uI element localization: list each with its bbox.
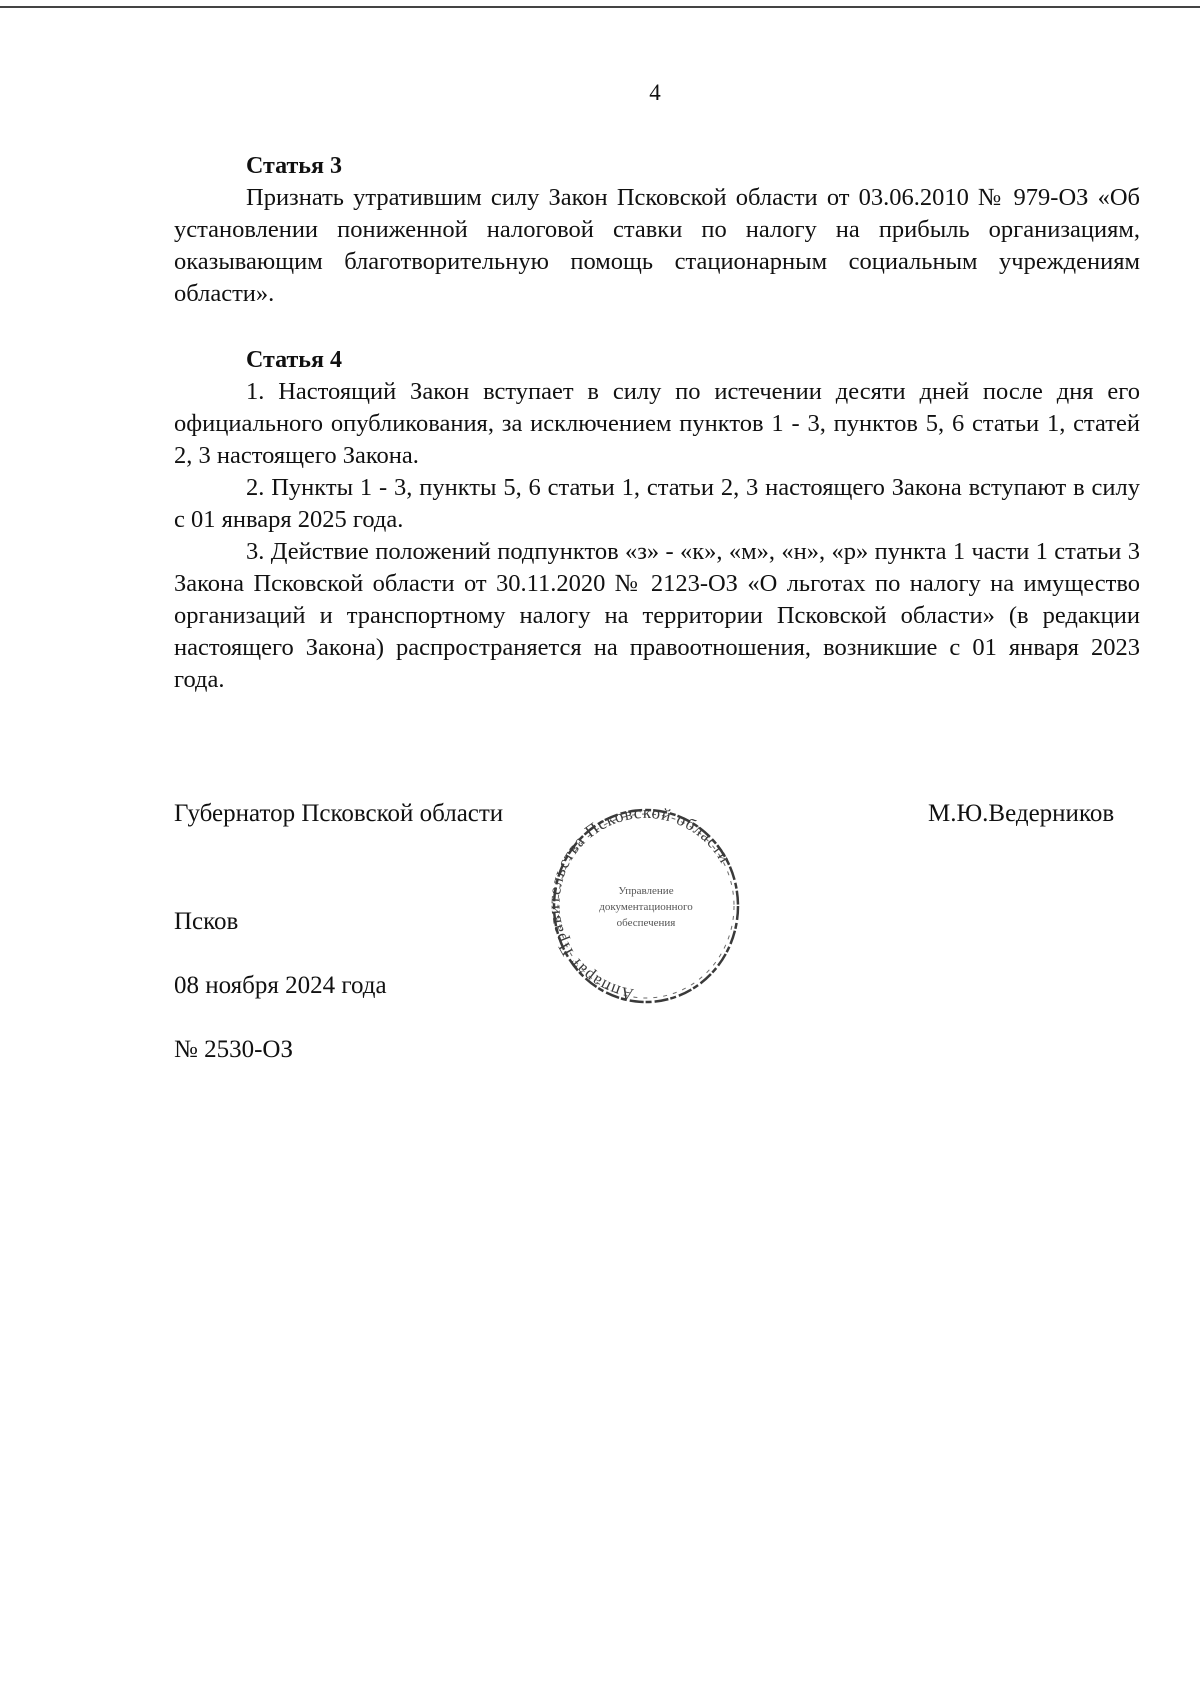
seal-outer-text: Аппарат Правительства Псковской области	[544, 802, 736, 1005]
signing-date: 08 ноября 2024 года	[174, 972, 387, 999]
article-3	[174, 150, 1140, 310]
official-seal-stamp	[540, 794, 750, 1014]
page-number: 4	[649, 80, 661, 105]
seal-inner-line-2: документационного	[599, 901, 693, 913]
law-number: № 2530-ОЗ	[174, 1036, 294, 1063]
article-3-paragraph-1: Признать утратившим силу Закон Псковской области от 03.06.2010 № 979-ОЗ «Об установлении пониженной налоговой ставки по налогу на прибыль организациям, оказывающим благотворительную помощь стационарным социальным учреждениям области».	[174, 184, 1140, 307]
article-4-paragraph-2: 2. Пункты 1 - 3, пункты 5, 6 статьи 1, статьи 2, 3 настоящего Закона вступают в силу с 01 января 2025 года.	[174, 474, 1140, 533]
article-4-paragraph-1: 1. Настоящий Закон вступает в силу по истечении десяти дней после дня его официального опубликования, за исключением пунктов 1 - 3, пунктов 5, 6 статьи 1, статей 2, 3 настоящего Закона.	[174, 378, 1140, 469]
top-scan-rule	[0, 6, 1200, 8]
article-4	[174, 344, 1140, 696]
article-4-paragraph-3: 3. Действие положений подпунктов «з» - «к», «м», «н», «р» пункта 1 части 1 статьи 3 Закона Псковской области от 30.11.2020 № 2123-ОЗ «О льготах по налогу на имущество организаций и транспортному налогу на территории Псковской области» (в редакции настоящего Закона) распространяется на правоотношения, возникшие с 01 января 2023 года.	[174, 538, 1140, 693]
signing-city: Псков	[174, 908, 239, 935]
article-4-heading: Статья 4	[246, 347, 342, 373]
seal-inner-line-1: Управление	[618, 885, 674, 897]
governor-title: Губернатор Псковской области	[174, 800, 504, 827]
seal-inner-line-3: обеспечения	[616, 917, 676, 929]
document-body	[174, 150, 1140, 696]
article-3-heading: Статья 3	[246, 153, 342, 179]
governor-name: М.Ю.Ведерников	[928, 800, 1115, 827]
